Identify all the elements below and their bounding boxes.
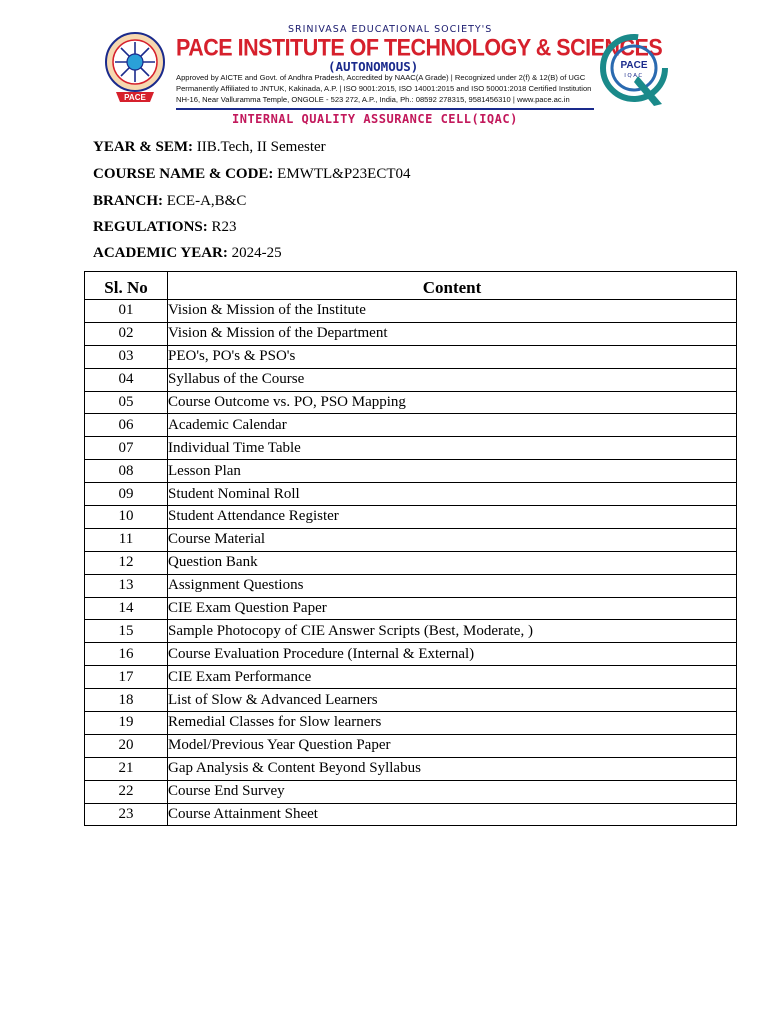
serial-number-cell: 19 xyxy=(85,712,168,735)
table-row xyxy=(85,643,737,666)
table-row xyxy=(85,391,737,414)
serial-number-cell: 23 xyxy=(85,803,168,826)
regulations-value: R23 xyxy=(211,219,237,235)
serial-number-cell: 09 xyxy=(85,483,168,506)
autonomous-label: (AUTONOMOUS) xyxy=(328,59,419,74)
content-cell: Gap Analysis & Content Beyond Syllabus xyxy=(168,757,737,780)
content-cell: Student Nominal Roll xyxy=(168,483,737,506)
table-row xyxy=(85,803,737,826)
course-value: EMWTL&P23ECT04 xyxy=(277,166,411,182)
affiliation-line: Permanently Affiliated to JNTUK, Kakinada, A.P. | ISO 9001:2015, ISO 14001:2015 and ISO 50001:2018 Certified Institution xyxy=(176,84,592,93)
content-cell: Model/Previous Year Question Paper xyxy=(168,734,737,757)
content-cell: Question Bank xyxy=(168,551,737,574)
table-row xyxy=(85,483,737,506)
content-cell: Course Outcome vs. PO, PSO Mapping xyxy=(168,391,737,414)
content-cell: List of Slow & Advanced Learners xyxy=(168,689,737,712)
table-header-row xyxy=(85,272,737,300)
content-cell: Course Evaluation Procedure (Internal & External) xyxy=(168,643,737,666)
table-row xyxy=(85,712,737,735)
content-cell: Vision & Mission of the Department xyxy=(168,322,737,345)
content-cell: Individual Time Table xyxy=(168,437,737,460)
table-row xyxy=(85,551,737,574)
iqac-cell-title: INTERNAL QUALITY ASSURANCE CELL(IQAC) xyxy=(232,112,518,126)
course-line xyxy=(93,166,411,183)
serial-number-cell: 22 xyxy=(85,780,168,803)
content-cell: PEO's, PO's & PSO's xyxy=(168,345,737,368)
serial-number-cell: 10 xyxy=(85,506,168,529)
iqac-logo xyxy=(598,32,670,112)
content-cell: Course End Survey xyxy=(168,780,737,803)
year-sem-line xyxy=(93,139,326,156)
serial-number-cell: 02 xyxy=(85,322,168,345)
academic-year-line xyxy=(93,245,282,262)
serial-number-cell: 21 xyxy=(85,757,168,780)
table-row xyxy=(85,300,737,323)
table-row xyxy=(85,345,737,368)
serial-number-cell: 12 xyxy=(85,551,168,574)
serial-number-cell: 13 xyxy=(85,574,168,597)
table-row xyxy=(85,414,737,437)
serial-number-cell: 08 xyxy=(85,460,168,483)
serial-number-cell: 16 xyxy=(85,643,168,666)
table-body xyxy=(85,300,737,826)
serial-number-cell: 11 xyxy=(85,528,168,551)
serial-number-cell: 07 xyxy=(85,437,168,460)
year-sem-value: IIB.Tech, II Semester xyxy=(196,139,326,155)
institute-name: PACE INSTITUTE OF TECHNOLOGY & SCIENCES xyxy=(176,34,663,61)
content-cell: Assignment Questions xyxy=(168,574,737,597)
serial-number-cell: 15 xyxy=(85,620,168,643)
branch-label: BRANCH: xyxy=(93,193,163,209)
table-row xyxy=(85,620,737,643)
serial-number-cell: 05 xyxy=(85,391,168,414)
serial-number-cell: 01 xyxy=(85,300,168,323)
content-cell: Academic Calendar xyxy=(168,414,737,437)
table-row xyxy=(85,506,737,529)
regulations-line xyxy=(93,219,237,236)
table-row xyxy=(85,757,737,780)
branch-line xyxy=(93,193,246,210)
content-cell: Course Material xyxy=(168,528,737,551)
course-label: COURSE NAME & CODE: xyxy=(93,166,274,182)
content-cell: Course Attainment Sheet xyxy=(168,803,737,826)
academic-year-label: ACADEMIC YEAR: xyxy=(93,245,228,261)
serial-number-cell: 17 xyxy=(85,666,168,689)
table-row xyxy=(85,322,737,345)
content-cell: Sample Photocopy of CIE Answer Scripts (Best, Moderate, ) xyxy=(168,620,737,643)
branch-value: ECE-A,B&C xyxy=(166,193,247,209)
address-line: NH-16, Near Valluramma Temple, ONGOLE - 523 272, A.P., India, Ph.: 08592 278315, 9581456310 | www.pace.ac.in xyxy=(176,95,570,104)
serial-number-cell: 06 xyxy=(85,414,168,437)
year-sem-label: YEAR & SEM: xyxy=(93,139,193,155)
contents-table xyxy=(84,271,737,826)
accreditation-line: Approved by AICTE and Govt. of Andhra Pradesh, Accredited by NAAC(A Grade) | Recognized under 2(f) & 12(B) of UGC xyxy=(176,73,586,82)
table-row xyxy=(85,574,737,597)
content-cell: Vision & Mission of the Institute xyxy=(168,300,737,323)
table-row xyxy=(85,460,737,483)
content-cell: Remedial Classes for Slow learners xyxy=(168,712,737,735)
serial-number-cell: 20 xyxy=(85,734,168,757)
serial-number-cell: 14 xyxy=(85,597,168,620)
content-cell: Student Attendance Register xyxy=(168,506,737,529)
table-row xyxy=(85,666,737,689)
column-header-sl-no: Sl. No xyxy=(85,272,168,300)
academic-year-value: 2024-25 xyxy=(231,245,282,261)
letterhead-divider xyxy=(176,108,594,110)
right-logo-label: PACE xyxy=(620,60,648,71)
left-logo-label: PACE xyxy=(124,93,146,102)
content-cell: Lesson Plan xyxy=(168,460,737,483)
content-cell: CIE Exam Question Paper xyxy=(168,597,737,620)
column-header-content: Content xyxy=(168,272,737,300)
letterhead xyxy=(96,22,672,130)
table-row xyxy=(85,528,737,551)
table-row xyxy=(85,437,737,460)
pace-emblem-logo xyxy=(104,30,166,106)
content-cell: CIE Exam Performance xyxy=(168,666,737,689)
table-row xyxy=(85,780,737,803)
content-cell: Syllabus of the Course xyxy=(168,368,737,391)
table-row xyxy=(85,689,737,712)
table-row xyxy=(85,734,737,757)
table-row xyxy=(85,368,737,391)
serial-number-cell: 03 xyxy=(85,345,168,368)
table-row xyxy=(85,597,737,620)
regulations-label: REGULATIONS: xyxy=(93,219,208,235)
society-name: SRINIVASA EDUCATIONAL SOCIETY'S xyxy=(288,24,493,35)
serial-number-cell: 18 xyxy=(85,689,168,712)
right-logo-sublabel: IQAC xyxy=(624,73,644,79)
serial-number-cell: 04 xyxy=(85,368,168,391)
